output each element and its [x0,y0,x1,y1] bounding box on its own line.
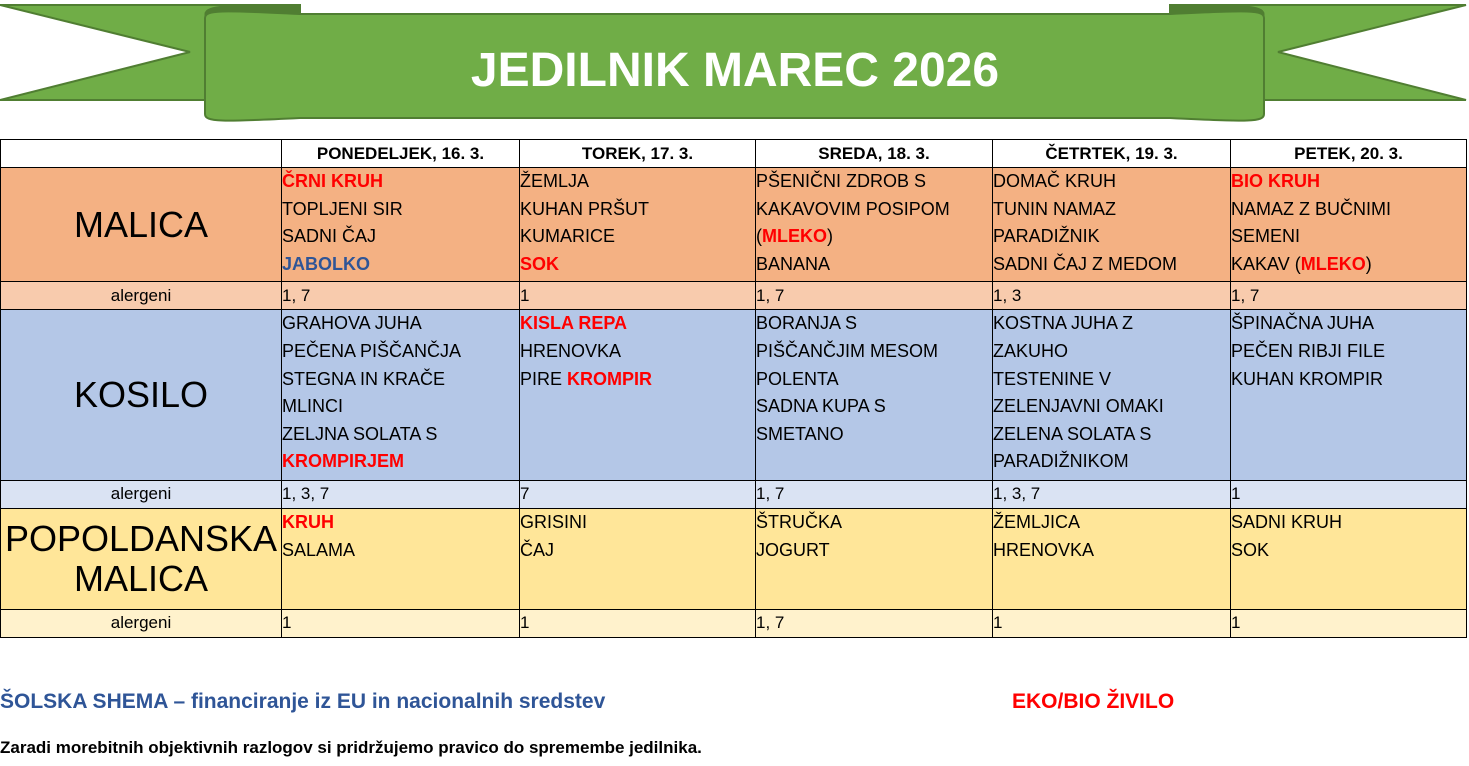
school-scheme-note: ŠOLSKA SHEMA – financiranje iz EU in nacionalnih sredstev [0,690,606,713]
menu-item [1231,196,1466,224]
menu-text: ZAKUHO [993,340,1069,361]
menu-item [520,251,755,279]
alergeni-value: 1 [1231,480,1467,508]
menu-cell [282,310,520,480]
menu-text: PEČENA PIŠČANČJA [282,340,462,361]
title-banner [0,0,1469,125]
eko-bio-legend: EKO/BIO ŽIVILO [1012,690,1175,713]
header-empty [1,140,282,168]
menu-text: TOPLJENI SIR [282,198,403,219]
menu-text: ZELJNA SOLATA S [282,423,438,444]
menu-text: KAKAVOVIM POSIPOM [756,198,950,219]
menu-item [993,168,1230,196]
menu-item [756,421,992,449]
meal-label-line: MALICA [73,557,209,599]
menu-text: SMETANO [756,423,844,444]
alergeni-value: 1 [520,282,756,310]
alergeni-value: 7 [520,480,756,508]
menu-item [993,310,1230,338]
highlighted-text: KROMPIRJEM [282,451,405,472]
menu-text: BANANA [756,254,831,274]
popoldanska-row [1,508,1467,609]
menu-text: STEGNA IN KRAČE [282,368,446,389]
alergeni-value: 1, 3 [993,282,1231,310]
menu-item [282,223,519,251]
menu-item [756,393,992,421]
alergeni-value: 1, 7 [1231,282,1467,310]
menu-text: NAMAZ Z BUČNIMI [1231,198,1391,219]
menu-item [520,196,755,224]
menu-text: SOK [1231,539,1270,560]
menu-item [1231,338,1466,366]
menu-item [756,537,992,565]
menu-item [520,366,755,394]
page-title: JEDILNIK MAREC 2026 [470,44,1000,97]
menu-text: HRENOVKA [520,340,622,361]
menu-item [282,338,519,366]
highlighted-text: KRUH [282,511,334,532]
menu-text: PARADIŽNIKOM [993,451,1129,472]
menu-item [282,251,519,279]
highlighted-text: MLEKO [762,226,827,247]
menu-item [520,537,755,565]
menu-cell [993,508,1231,609]
menu-text: JOGURT [756,539,830,560]
menu-text: HRENOVKA [993,539,1095,560]
menu-cell [1231,508,1467,609]
menu-item [282,421,519,449]
menu-text: MLINCI [282,396,344,417]
menu-cell [520,310,756,480]
menu-text: PARADIŽNIK [993,226,1100,247]
menu-item [282,509,519,537]
menu-item [282,366,519,394]
menu-cell [1231,310,1467,480]
day-header: TOREK, 17. 3. [520,140,756,168]
alergeni-value: 1 [993,609,1231,637]
change-disclaimer: Zaradi morebitnih objektivnih razlogov si pridržujemo pravico do spremembe jedilnika. [0,738,702,757]
menu-item [1231,310,1466,338]
menu-item [993,537,1230,565]
menu-cell [756,310,993,480]
menu-text: SALAMA [282,539,356,560]
menu-text: GRAHOVA JUHA [282,313,422,334]
menu-item [520,223,755,251]
alergeni-value: 1 [520,609,756,637]
menu-text: SEMENI [1231,226,1301,247]
day-header: SREDA, 18. 3. [756,140,993,168]
alergeni-value: 1, 7 [756,282,993,310]
menu-text: KAKAV ( [1231,254,1301,274]
menu-text: KOSTNA JUHA Z [993,313,1134,334]
menu-cell [1231,168,1467,282]
menu-table [0,139,1467,638]
menu-text: ŠPINAČNA JUHA [1231,313,1375,334]
menu-item [1231,509,1466,537]
meal-label-popoldanska [1,508,282,609]
menu-item [1231,366,1466,394]
menu-text: TESTENINE V [993,368,1112,389]
menu-item [993,223,1230,251]
alergeni-value: 1 [1231,609,1467,637]
menu-item [993,421,1230,449]
menu-item [993,338,1230,366]
day-header: PETEK, 20. 3. [1231,140,1467,168]
menu-cell [993,310,1231,480]
alergeni-label: alergeni [1,609,282,637]
menu-text: ZELENA SOLATA S [993,423,1152,444]
day-header: PONEDELJEK, 16. 3. [282,140,520,168]
highlighted-text: JABOLKO [282,254,371,274]
menu-text: SADNA KUPA S [756,396,886,417]
menu-item [1231,251,1466,279]
menu-text: ČAJ [520,539,555,560]
menu-text: PIŠČANČJIM MESOM [756,340,939,361]
alergeni-value: 1 [282,609,520,637]
kosilo-alergeni-row [1,480,1467,508]
menu-text: KUMARICE [520,226,616,247]
menu-text: KUHAN PRŠUT [520,198,650,219]
menu-cell [282,168,520,282]
menu-text: PIRE [520,368,568,389]
menu-text: BORANJA S [756,313,858,334]
menu-text: KUHAN KROMPIR [1231,368,1384,389]
menu-cell [756,508,993,609]
menu-item [756,168,992,196]
kosilo-row [1,310,1467,480]
popoldanska-alergeni-row [1,609,1467,637]
menu-text: DOMAČ KRUH [993,171,1117,192]
menu-item [756,338,992,366]
menu-item [520,168,755,196]
menu-text: ŽEMLJICA [993,511,1081,532]
menu-text: ŠTRUČKA [756,511,843,532]
meal-label-line: POPOLDANSKA [4,517,278,559]
highlighted-text: BIO KRUH [1231,171,1320,192]
menu-text: ŽEMLJA [520,171,590,192]
menu-cell [993,168,1231,282]
menu-item [282,310,519,338]
menu-item [520,509,755,537]
header-row [1,140,1467,168]
menu-item [282,196,519,224]
menu-item [756,196,992,224]
alergeni-value: 1, 7 [756,480,993,508]
malica-row [1,168,1467,282]
menu-item [993,196,1230,224]
menu-item [282,168,519,196]
menu-item [282,448,519,476]
meal-label-kosilo: KOSILO [1,310,282,480]
menu-text: SADNI ČAJ [282,226,377,247]
menu-text: SADNI ČAJ Z MEDOM [993,254,1178,274]
highlighted-text: ČRNI KRUH [282,171,383,192]
alergeni-label: alergeni [1,282,282,310]
menu-item [993,251,1230,279]
menu-item [1231,223,1466,251]
menu-text: ( [756,226,762,247]
menu-item [282,393,519,421]
alergeni-value: 1, 3, 7 [282,480,520,508]
menu-item [756,310,992,338]
menu-text: SADNI KRUH [1231,511,1343,532]
day-header: ČETRTEK, 19. 3. [993,140,1231,168]
highlighted-text: KROMPIR [567,368,653,389]
menu-item [520,310,755,338]
menu-cell [520,168,756,282]
menu-text: TUNIN NAMAZ [993,198,1116,219]
menu-cell [282,508,520,609]
menu-text: PŠENIČNI ZDROB S [756,171,927,192]
menu-text: PEČEN RIBJI FILE [1231,340,1386,361]
alergeni-value: 1, 7 [282,282,520,310]
highlighted-text: MLEKO [1300,254,1366,274]
menu-item [993,509,1230,537]
menu-item [1231,168,1466,196]
menu-item [993,366,1230,394]
menu-cell [756,168,993,282]
menu-item [993,448,1230,476]
menu-item [756,223,992,251]
menu-item [756,509,992,537]
menu-cell [520,508,756,609]
meal-label-malica: MALICA [1,168,282,282]
alergeni-value: 1, 3, 7 [993,480,1231,508]
menu-item [282,537,519,565]
menu-text: ) [1365,254,1372,274]
menu-text: POLENTA [756,368,839,389]
menu-text: GRISINI [520,511,588,532]
menu-item [520,338,755,366]
alergeni-value: 1, 7 [756,609,993,637]
menu-text: ZELENJAVNI OMAKI [993,396,1164,417]
menu-item [1231,537,1466,565]
alergeni-label: alergeni [1,480,282,508]
menu-item [993,393,1230,421]
menu-item [756,366,992,394]
malica-alergeni-row [1,282,1467,310]
menu-text: ) [827,226,833,247]
highlighted-text: SOK [520,254,560,274]
highlighted-text: KISLA REPA [520,313,628,334]
menu-item [756,251,992,279]
